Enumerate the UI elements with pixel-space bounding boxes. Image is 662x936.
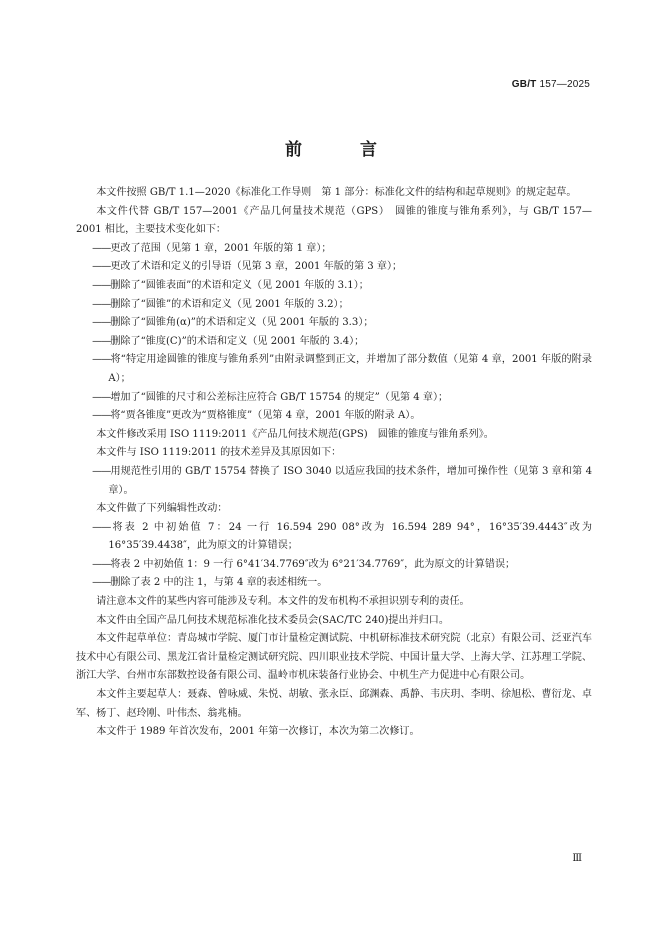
editorial-item: 将表 2 中初始值 1：9 一行 6°41′34.7769″改为 6°21′34.7769″，此为原文的计算错误； bbox=[110, 558, 516, 570]
list-item bbox=[76, 574, 592, 593]
dash-mark: —— bbox=[92, 242, 111, 254]
page-title: 前 言 bbox=[285, 140, 403, 160]
committee-paragraph: 本文件由全国产品几何技术规范标准化技术委员会(SAC/TC 240)提出并归口。 bbox=[96, 614, 449, 626]
history-paragraph: 本文件于 1989 年首次发布，2001 年第一次修订，本次为第二次修订。 bbox=[96, 726, 420, 738]
list-item bbox=[76, 463, 592, 500]
dash-mark: —— bbox=[92, 261, 111, 273]
list-item bbox=[76, 407, 592, 426]
dash-mark: —— bbox=[92, 354, 111, 366]
change-item: 删除了“圆锥”的术语和定义（见 2001 年版的 3.2）； bbox=[110, 298, 349, 310]
iso-adoption-paragraph: 本文件修改采用 ISO 1119:2011《产品几何技术规范(GPS) 圆锥的锥度与锥角系列》。 bbox=[96, 428, 494, 440]
list-item bbox=[76, 258, 592, 277]
dash-mark: —— bbox=[92, 298, 111, 310]
drafting-units-paragraph: 本文件起草单位：青岛城市学院、厦门市计量检定测试院、中机研标准技术研究院（北京）有限公司、泛亚汽车技术中心有限公司、黑龙江省计量检定测试研究院、四川职业技术学院、中国计量大学、上海大学、江苏理工学院、浙江大学、台州市东部数控设备有限公司、温岭市机床装备行业协会、中机生产力促进中心有限公司。 bbox=[76, 633, 592, 682]
change-item: 将“贾各锥度”更改为“贾格锥度”（见第 4 章，2001 年版的附录 A）。 bbox=[110, 410, 421, 422]
drafting-rule-paragraph: 本文件按照 GB/T 1.1—2020《标准化工作导则 第 1 部分：标准化文件的结构和起草规则》的规定起草。 bbox=[96, 187, 577, 198]
list-item bbox=[76, 556, 592, 575]
dash-mark: —— bbox=[92, 279, 111, 291]
change-item: 删除了“圆锥角(α)”的术语和定义（见 2001 年版的 3.3）； bbox=[110, 317, 374, 329]
dash-mark: —— bbox=[92, 521, 111, 533]
dash-mark: —— bbox=[92, 391, 111, 403]
drafters-paragraph: 本文件主要起草人：聂森、曾咏威、朱悦、胡敏、张永臣、邱渊森、禹静、韦庆玥、李明、徐旭松、曹衍龙、卓军、杨丁、赵玲刚、叶伟杰、翁兆楠。 bbox=[76, 689, 592, 719]
list-item bbox=[76, 389, 592, 408]
list-item bbox=[76, 519, 592, 556]
list-item bbox=[76, 314, 592, 333]
list-item bbox=[76, 240, 592, 259]
dash-mark: —— bbox=[92, 465, 111, 477]
patent-notice: 请注意本文件的某些内容可能涉及专利。本文件的发布机构不承担识别专利的责任。 bbox=[96, 596, 470, 608]
editorial-item: 删除了表 2 中的注 1，与第 4 章的表述相统一。 bbox=[110, 577, 328, 589]
change-item: 更改了范围（见第 1 章，2001 年版的第 1 章）； bbox=[110, 242, 332, 254]
editorial-item: 将表 2 中初始值 7：24 一行 16.594 290 08°改为 16.594 289 94°，16°35′39.4443″改为 16°35′39.4438″，此为原文的计算错误； bbox=[108, 521, 592, 552]
change-item: 更改了术语和定义的引导语（见第 3 章，2001 年版的第 3 章）； bbox=[110, 261, 403, 273]
list-item bbox=[76, 351, 592, 388]
editorial-intro: 本文件做了下列编辑性改动： bbox=[96, 503, 228, 515]
change-item: 增加了“圆锥的尺寸和公差标注应符合 GB/T 15754 的规定”（见第 4 章）； bbox=[110, 391, 449, 403]
replacement-paragraph: 本文件代替 GB/T 157—2001《产品几何量技术规范（GPS） 圆锥的锥度与锥角系列》，与 GB/T 157—2001 相比，主要技术变化如下： bbox=[76, 205, 592, 236]
list-item bbox=[76, 296, 592, 315]
change-item: 删除了“圆锥表面”的术语和定义（见 2001 年版的 3.1）； bbox=[110, 279, 369, 291]
dash-mark: —— bbox=[92, 577, 111, 589]
standard-code bbox=[512, 79, 590, 90]
iso-difference-item: 用规范性引用的 GB/T 15754 替换了 ISO 3040 以适应我国的技术条件，增加可操作性（见第 3 章和第 4 章）。 bbox=[108, 465, 592, 496]
dash-mark: —— bbox=[92, 335, 111, 347]
foreword-body bbox=[76, 184, 592, 742]
page-number: Ⅲ bbox=[572, 853, 582, 864]
standard-number: 157—2025 bbox=[539, 79, 590, 90]
iso-difference-intro: 本文件与 ISO 1119:2011 的技术差异及其原因如下： bbox=[96, 447, 342, 459]
list-item bbox=[76, 277, 592, 296]
change-item: 删除了“锥度(C)”的术语和定义（见 2001 年版的 3.4）； bbox=[110, 335, 365, 347]
dash-mark: —— bbox=[92, 317, 111, 329]
standard-prefix: GB/T bbox=[511, 79, 537, 90]
dash-mark: —— bbox=[92, 558, 111, 570]
list-item bbox=[76, 333, 592, 352]
change-item: 将“特定用途圆锥的锥度与锥角系列”由附录调整到正文，并增加了部分数值（见第 4 章，2001 年版的附录 A）； bbox=[108, 354, 592, 384]
dash-mark: —— bbox=[92, 410, 111, 422]
